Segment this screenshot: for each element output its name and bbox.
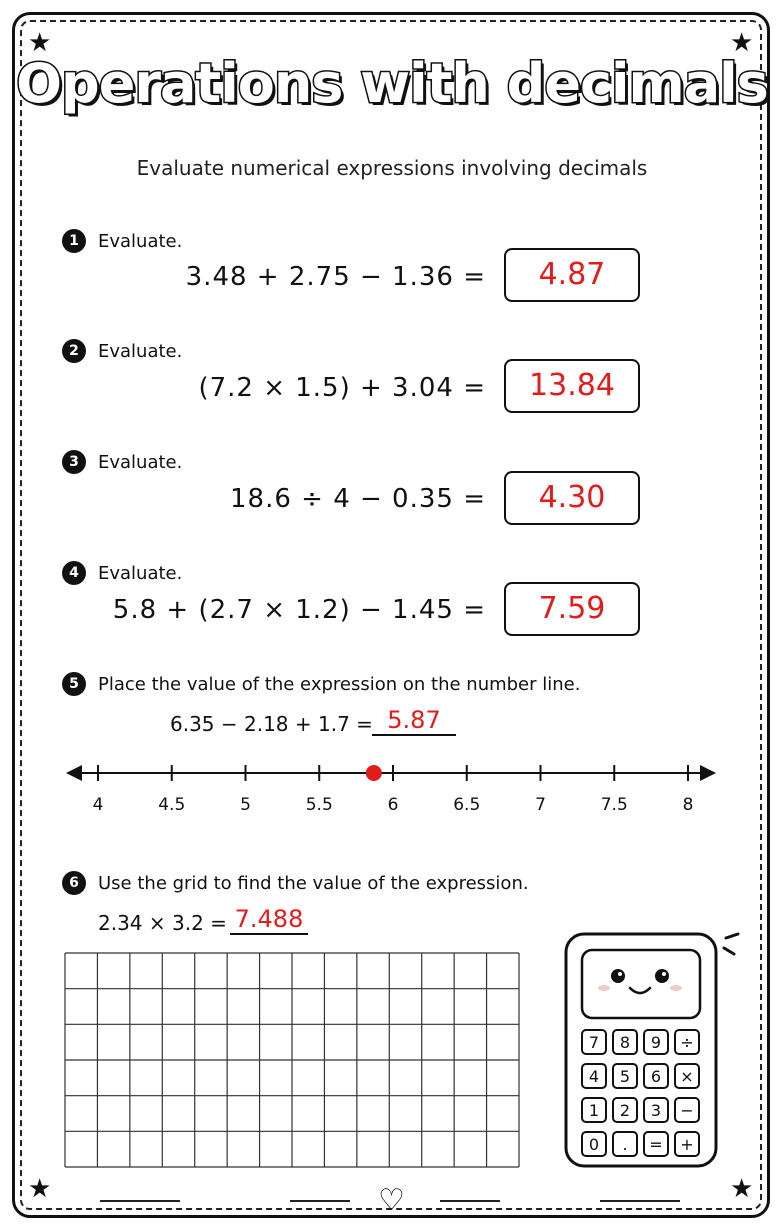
heart-icon: ♡ [378,1183,405,1218]
number-line-tick-label: 6.5 [453,795,481,815]
answer-box[interactable]: 7.59 [504,582,640,636]
calculator-key-label: + [680,1135,694,1154]
answer-box[interactable]: 4.87 [504,248,640,302]
number-line-tick-label: 5 [240,795,251,815]
question-label: Use the grid to find the value of the expression. [98,873,529,894]
question-number-badge: 2 [62,339,86,363]
calculator-key-label: 8 [619,1033,631,1052]
number-line-tick-label: 4 [92,795,104,815]
calculator-key-label: 1 [588,1101,600,1120]
calculator-key-label: × [680,1067,694,1086]
star-icon: ★ [28,1174,52,1204]
calculator-key-label: 9 [650,1033,662,1052]
number-line-tick-label: 4.5 [158,795,186,815]
answer-line[interactable]: 7.488 [230,905,308,935]
question-expression: (7.2 × 1.5) + 3.04 = [198,373,486,403]
divider [290,1200,350,1202]
question-label: Evaluate. [98,341,183,362]
calculator-key-label: 5 [619,1067,631,1086]
calculator-key-label: 2 [619,1101,631,1120]
number-line-tick-label: 8 [682,795,694,815]
answer-box[interactable]: 13.84 [504,359,640,413]
calculator-key-label: = [649,1135,663,1154]
answer-line[interactable]: 5.87 [372,706,456,736]
question-label: Evaluate. [98,231,183,252]
answer-box[interactable]: 4.30 [504,471,640,525]
calculator-key-label: ÷ [680,1033,694,1052]
number-line-tick-label: 7 [535,795,546,815]
question-label: Place the value of the expression on the number line. [98,674,581,695]
divider [440,1200,500,1202]
number-line-left-arrow [66,765,82,781]
question-label: Evaluate. [98,452,183,473]
divider [100,1200,180,1202]
page-title: Operations with decimals [16,52,768,115]
question-expression: 2.34 × 3.2 = [98,911,227,935]
question-expression: 6.35 − 2.18 + 1.7 = [170,712,373,736]
star-icon: ★ [28,28,52,58]
number-line-tick-label: 7.5 [600,795,628,815]
work-grid[interactable] [64,952,520,1168]
number-line-tick-label: 6 [387,795,399,815]
star-icon: ★ [730,1174,754,1204]
question-number-badge: 1 [62,229,86,253]
calculator-key-label: 6 [650,1067,662,1086]
page-subtitle: Evaluate numerical expressions involving decimals [136,156,648,180]
calculator-key-label: . [622,1135,628,1154]
number-line-point[interactable] [366,765,382,781]
divider [600,1200,680,1202]
calculator-icon [556,930,756,1170]
question-expression: 5.8 + (2.7 × 1.2) − 1.45 = [112,595,486,625]
question-expression: 18.6 ÷ 4 − 0.35 = [229,484,486,514]
question-number-badge: 4 [62,561,86,585]
question-expression: 3.48 + 2.75 − 1.36 = [185,262,486,292]
question-label: Evaluate. [98,563,183,584]
calculator-key-label: 4 [588,1067,600,1086]
question-number-badge: 3 [62,450,86,474]
question-number-badge: 6 [62,871,86,895]
star-icon: ★ [730,28,754,58]
number-line-tick-label: 5.5 [305,795,333,815]
calculator-key-label: 7 [588,1033,600,1052]
calculator-key-label: − [680,1101,694,1120]
calculator-key-label: 0 [588,1135,600,1154]
question-number-badge: 5 [62,672,86,696]
calculator-key-label: 3 [650,1101,662,1120]
number-line-right-arrow [700,765,716,781]
